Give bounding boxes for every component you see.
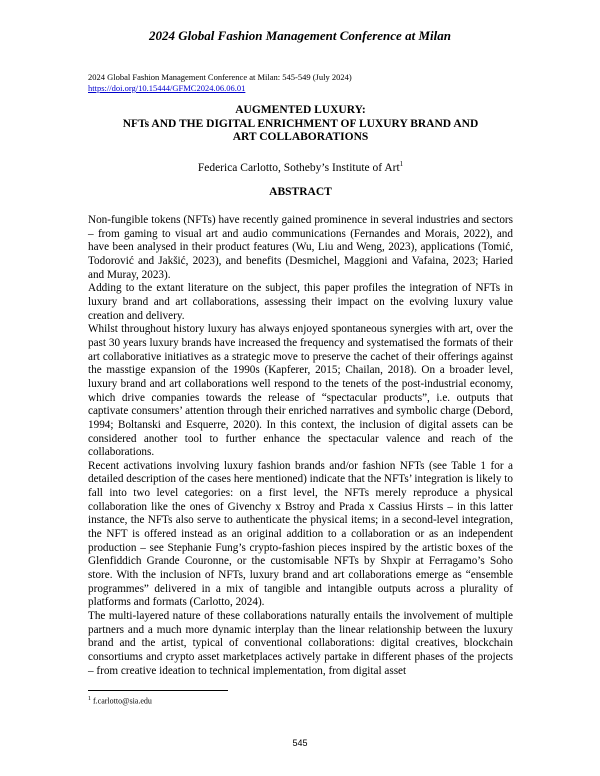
author-footnote-mark[interactable]: 1 [399,160,404,168]
paragraph-1: Non-fungible tokens (NFTs) have recently gained prominence in several industries and sectors – from gaming to visual art and audio communications (Fernandes and Morais, 2022), and have been analysed in their product features (Wu, Liu and Weng, 2023), applications (Tomić, Todorović and Jakšić, 2023), and benefits (Desmichel, Maggioni and Vafaina, 2023; Haried and Muray, 2023). [88,214,513,281]
paper-title [88,104,513,145]
footnote-email: f.carlotto@sia.edu [93,696,152,706]
conference-header: 2024 Global Fashion Management Conference at Milan [149,28,451,43]
title-line-2: NFTs AND THE DIGITAL ENRICHMENT OF LUXURY BRAND AND [122,117,479,130]
author-line [88,160,513,174]
abstract-body [88,214,513,678]
abstract-heading: ABSTRACT [269,186,332,198]
paragraph-3: Whilst throughout history luxury has always enjoyed spontaneous synergies with art, over the past 30 years luxury brands have increased the frequency and systematised the formats of their art collaborative initiatives as a strategic move to preserve the cachet of their offerings against the masstige expansion of the 1990s (Kapferer, 2015; Chailan, 2018). On a broader level, luxury brand and art collaborations well respond to the tenets of the post-industrial economy, which drive companies towards the release of “spectacular products”, i.e. outputs that captivate consumers’ attention through their enriched narratives and symbolic charge (Debord, 1994; Boltanski and Esquerre, 2020). In this context, the inclusion of digital assets can be considered another tool to further enhance the spectacular valence and reach of the collaborations. [88,323,513,459]
footnote [88,696,152,706]
doi-link[interactable]: https://doi.org/10.15444/GFMC2024.06.06.01 [88,83,246,93]
page-number: 545 [292,738,308,748]
footnote-divider [88,690,228,691]
title-line-1: AUGMENTED LUXURY: [235,104,366,116]
footnote-mark: 1 [88,696,91,702]
paragraph-5: The multi-layered nature of these collaborations naturally entails the involvement of multiple partners and a much more dynamic interplay than the linear relationship between the luxury brand and the artist, typical of conventional collaborations: digital creatives, blockchain consortiums and crypto asset marketplaces actively partake in different phases of the projects – from creative ideation to technical implementation, from digital asset [88,610,513,677]
citation-line: 2024 Global Fashion Management Conference at Milan: 545-549 (July 2024) [88,72,352,82]
paragraph-4: Recent activations involving luxury fashion brands and/or fashion NFTs (see Table 1 for a detailed description of the cases here mentioned) indicate that the NFTs’ integration is likely to fall into two level categories: on a first level, the NFTs merely reproduce a physical collaboration like the ones of Givenchy x Bstroy and Prada x Cassius Hirsts – in this latter instance, the NFTs also serve to authenticate the physical items; in a second-level integration, the NFT is offered instead as an original addition to a collaboration or as an independent production – see Stephanie Fung’s crypto-fashion pieces inspired by the artistic boxes of the Glenfiddich Grande Couronne, or the customisable NFTs by Shxpir at Ferragamo’s Soho store. With the inclusion of NFTs, luxury brand and art collaborations emerge as “ensemble programmes” delivered in a mix of tangible and intangible outputs across a plurality of platforms and formats (Carlotto, 2024). [88,459,513,609]
citation-block [88,72,352,94]
title-line-3: ART COLLABORATIONS [232,131,369,143]
paragraph-2: Adding to the extant literature on the subject, this paper profiles the integration of NFTs in luxury brand and art collaborations, assessing their impact on the evolving luxury value creation and delivery. [88,282,513,322]
author-name: Federica Carlotto, Sotheby’s Institute of Art [197,161,400,174]
